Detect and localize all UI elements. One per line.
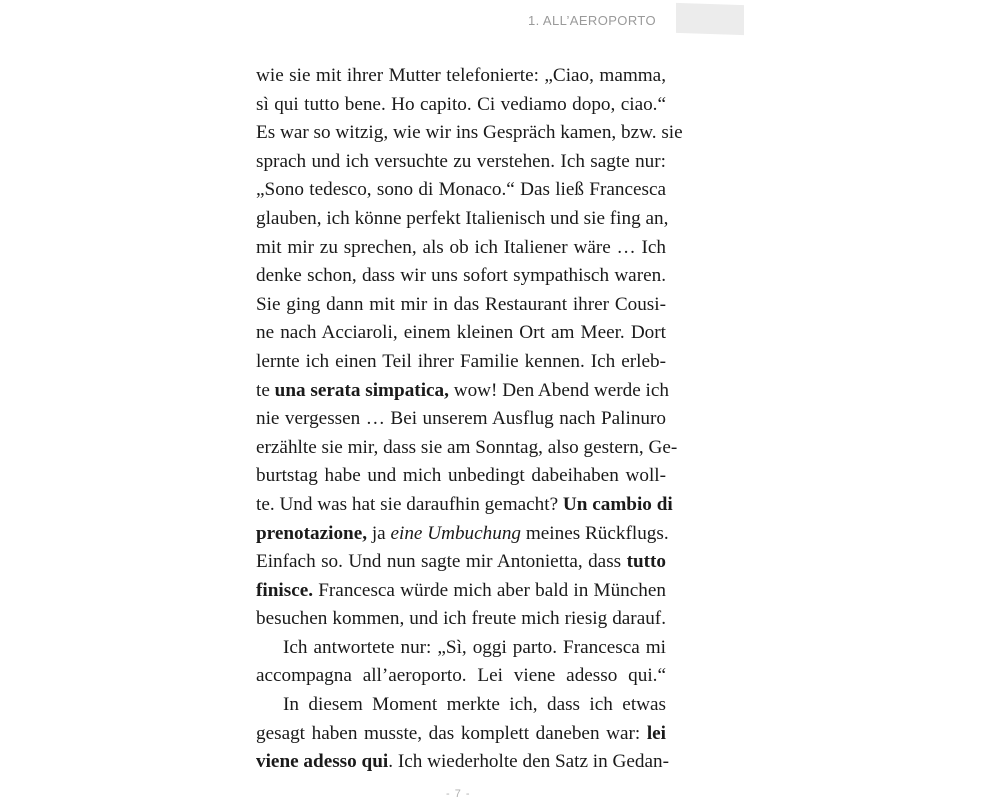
text-line	[256, 462, 666, 491]
header-tab-decoration	[676, 3, 744, 35]
text-run: In diesem Moment merkte ich, dass ich etwas	[283, 694, 666, 716]
text-run: Ich antwortete nur: „Sì, oggi parto. Francesca mi	[283, 636, 666, 658]
text-run: Francesca würde mich aber bald in München	[313, 579, 666, 601]
bold-phrase: viene adesso qui	[256, 751, 389, 773]
page-number: - 7 -	[446, 788, 471, 800]
text-line	[256, 148, 666, 177]
bold-phrase: una serata simpatica,	[274, 379, 449, 401]
text-line	[256, 234, 666, 263]
text-run: Einfach so. Und nun sagte mir Antonietta, dass	[256, 551, 627, 573]
text-run: te. Und was hat sie daraufhin gemacht?	[256, 493, 563, 515]
text-line	[256, 291, 666, 320]
text-line	[256, 176, 666, 205]
text-run: accompagna all’aeroporto. Lei viene adesso qui.“	[256, 665, 666, 687]
italic-phrase: eine Umbuchung	[390, 522, 522, 544]
text-line	[256, 62, 666, 91]
paragraph	[256, 62, 683, 634]
text-run: . Ich wiederholte den Satz in Gedan-	[388, 751, 669, 773]
text-run: sì qui tutto bene. Ho capito. Ci vediamo dopo, ciao.“	[256, 93, 666, 115]
paragraph	[256, 691, 669, 777]
text-line	[256, 405, 666, 434]
text-line	[256, 262, 666, 291]
text-line	[256, 91, 666, 120]
text-run: denke schon, dass wir uns sofort sympathisch waren.	[256, 265, 666, 287]
right-margin	[686, 0, 1000, 800]
text-line	[256, 434, 678, 463]
paragraph	[256, 634, 666, 691]
text-line	[256, 520, 669, 549]
text-run: meines Rückflugs.	[521, 522, 669, 544]
text-run: Es war so witzig, wie wir ins Gespräch kamen, bzw. sie	[256, 122, 683, 144]
text-run: wow! Den Abend werde ich	[448, 379, 669, 401]
bold-phrase: finisce.	[256, 579, 314, 601]
text-line	[256, 119, 683, 148]
text-line	[256, 720, 666, 749]
text-run: ja	[367, 522, 391, 544]
text-run: te	[256, 379, 275, 401]
text-line	[256, 634, 666, 663]
text-line	[256, 662, 666, 691]
text-run: ne nach Acciaroli, einem kleinen Ort am Meer. Dort	[256, 322, 666, 344]
body-text	[256, 62, 683, 777]
text-line	[256, 605, 666, 634]
text-run: sprach und ich versuchte zu verstehen. Ich sagte nur:	[256, 150, 666, 172]
text-line	[256, 348, 666, 377]
bold-phrase: lei	[646, 722, 666, 744]
bold-phrase: prenotazione,	[256, 522, 368, 544]
bold-phrase: Un cambio di	[562, 493, 673, 515]
text-run: nie vergessen … Bei unserem Ausflug nach Palinuro	[256, 408, 666, 430]
text-run: gesagt haben musste, das komplett daneben war:	[256, 722, 647, 744]
text-run: erzählte sie mir, dass sie am Sonntag, also gestern, Ge-	[256, 436, 678, 458]
text-run: besuchen kommen, und ich freute mich riesig darauf.	[256, 608, 666, 630]
text-line	[256, 691, 666, 720]
text-line	[256, 577, 666, 606]
text-run: mit mir zu sprechen, als ob ich Italiener wäre … Ich	[256, 236, 666, 258]
text-run: glauben, ich könne perfekt Italienisch und sie fing an,	[256, 207, 669, 229]
left-margin	[0, 0, 256, 800]
text-line	[256, 319, 666, 348]
text-run: burtstag habe und mich unbedingt dabeihaben woll-	[256, 465, 666, 487]
text-line	[256, 548, 666, 577]
text-line	[256, 491, 673, 520]
running-head: 1. ALL’AEROPORTO	[527, 13, 656, 28]
text-run: „Sono tedesco, sono di Monaco.“ Das ließ Francesca	[256, 179, 666, 201]
text-run: Sie ging dann mit mir in das Restaurant ihrer Cousi-	[256, 293, 666, 315]
text-run: wie sie mit ihrer Mutter telefonierte: „Ciao, mamma,	[256, 65, 666, 86]
bold-phrase: tutto	[626, 551, 666, 573]
text-line	[256, 377, 669, 406]
text-line	[256, 748, 669, 777]
text-line	[256, 205, 669, 234]
text-run: lernte ich einen Teil ihrer Familie kennen. Ich erleb-	[256, 350, 666, 372]
